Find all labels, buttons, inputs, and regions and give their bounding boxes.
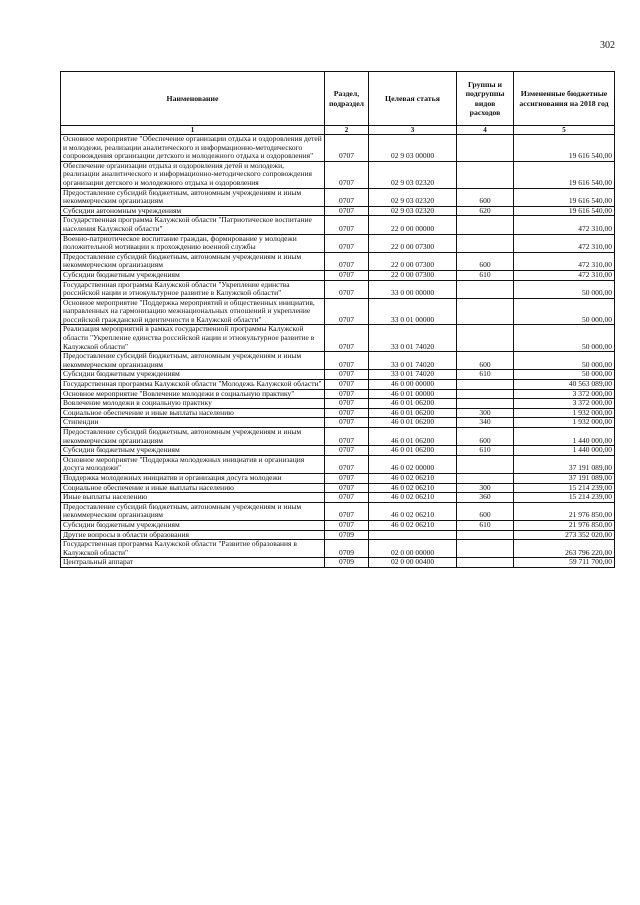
cell-name: Предоставление субсидий бюджетным, автономным учреждениям и иным некоммерческим организациям — [61, 188, 325, 206]
cell-target: 33 0 01 74020 — [369, 370, 457, 380]
table-row — [61, 188, 615, 206]
cell-target: 33 0 01 74020 — [369, 352, 457, 370]
cell-amount: 1 932 000,00 — [514, 408, 615, 418]
cell-amount: 472 310,00 — [514, 270, 615, 280]
cell-target: 46 0 02 06210 — [369, 520, 457, 530]
cell-name: Основное мероприятие "Вовлечение молодежи в социальную практику" — [61, 389, 325, 399]
table-row — [61, 473, 615, 483]
cell-section: 0707 — [325, 389, 369, 399]
cell-amount: 40 563 089,00 — [514, 380, 615, 390]
cell-target: 46 0 00 00000 — [369, 380, 457, 390]
cell-section: 0707 — [325, 188, 369, 206]
cell-section: 0707 — [325, 502, 369, 520]
column-number: 4 — [457, 126, 514, 135]
table-row — [61, 502, 615, 520]
cell-name: Стипендии — [61, 418, 325, 428]
cell-name: Предоставление субсидий бюджетным, автономным учреждениям и иным некоммерческим организациям — [61, 428, 325, 446]
cell-target: 02 9 03 02320 — [369, 188, 457, 206]
table-row — [61, 408, 615, 418]
cell-name: Субсидии бюджетным учреждениям — [61, 270, 325, 280]
cell-target: 46 0 02 06210 — [369, 502, 457, 520]
cell-amount: 1 440 000,00 — [514, 446, 615, 456]
table-header-row — [61, 72, 615, 126]
cell-group: 600 — [457, 188, 514, 206]
cell-amount: 472 310,00 — [514, 234, 615, 252]
cell-amount: 1 932 000,00 — [514, 418, 615, 428]
cell-amount: 15 214 239,00 — [514, 493, 615, 503]
budget-table — [60, 71, 615, 568]
cell-amount: 50 000,00 — [514, 298, 615, 325]
cell-group — [457, 325, 514, 352]
cell-amount: 1 440 000,00 — [514, 428, 615, 446]
cell-amount: 37 191 089,00 — [514, 473, 615, 483]
cell-amount: 472 310,00 — [514, 252, 615, 270]
cell-target: 46 0 01 00000 — [369, 389, 457, 399]
table-row — [61, 325, 615, 352]
cell-section: 0707 — [325, 216, 369, 234]
cell-amount: 50 000,00 — [514, 370, 615, 380]
cell-amount: 19 616 540,00 — [514, 161, 615, 188]
cell-amount: 472 310,00 — [514, 216, 615, 234]
header-target: Целевая статья — [369, 72, 457, 126]
cell-group: 610 — [457, 370, 514, 380]
table-row — [61, 389, 615, 399]
cell-name: Поддержка молодежных инициатив и организация досуга молодежи — [61, 473, 325, 483]
cell-name: Субсидии бюджетным учреждениям — [61, 446, 325, 456]
cell-target: 02 0 00 00400 — [369, 558, 457, 568]
cell-group — [457, 389, 514, 399]
cell-target: 46 0 02 06210 — [369, 483, 457, 493]
cell-group: 620 — [457, 206, 514, 216]
table-row — [61, 216, 615, 234]
table-row — [61, 483, 615, 493]
table-row — [61, 234, 615, 252]
cell-group — [457, 216, 514, 234]
column-number: 2 — [325, 126, 369, 135]
cell-target: 22 0 00 07300 — [369, 270, 457, 280]
header-amount: Измененные бюджетные ассигнования на 2018 год — [514, 72, 615, 126]
cell-section: 0707 — [325, 352, 369, 370]
cell-section: 0707 — [325, 446, 369, 456]
cell-section: 0707 — [325, 325, 369, 352]
cell-group — [457, 298, 514, 325]
cell-section: 0707 — [325, 428, 369, 446]
cell-section: 0707 — [325, 270, 369, 280]
cell-section: 0707 — [325, 408, 369, 418]
cell-section: 0707 — [325, 206, 369, 216]
table-row — [61, 352, 615, 370]
cell-name: Основное мероприятие "Поддержка молодежных инициатив и организация досуга молодежи" — [61, 455, 325, 473]
cell-name: Предоставление субсидий бюджетным, автономным учреждениям и иным некоммерческим организациям — [61, 252, 325, 270]
cell-section: 0707 — [325, 520, 369, 530]
cell-name: Основное мероприятие "Обеспечение организации отдыха и оздоровления детей и молодежи, реализации аналитического и информационно-методического сопровождения организации детского и молодежного отдыха и оздоровления" — [61, 135, 325, 162]
cell-target: 02 9 03 00000 — [369, 135, 457, 162]
cell-name: Государственная программа Калужской области "Патриотическое воспитание населения Калужской области" — [61, 216, 325, 234]
cell-section: 0707 — [325, 418, 369, 428]
cell-name: Реализация мероприятий в рамках государственной программы Калужской области "Укрепление единства российской нации и этнокультурное развитие в Калужской области" — [61, 325, 325, 352]
cell-section: 0707 — [325, 370, 369, 380]
cell-amount: 37 191 089,00 — [514, 455, 615, 473]
cell-group — [457, 280, 514, 298]
cell-name: Государственная программа Калужской области "Укрепление единства российской нации и этнокультурное развитие в Калужской области" — [61, 280, 325, 298]
cell-section: 0709 — [325, 540, 369, 558]
cell-group: 300 — [457, 408, 514, 418]
cell-section: 0707 — [325, 483, 369, 493]
cell-target: 33 0 01 74020 — [369, 325, 457, 352]
cell-target: 33 0 00 00000 — [369, 280, 457, 298]
cell-group: 610 — [457, 520, 514, 530]
cell-target: 46 0 02 06210 — [369, 493, 457, 503]
column-number: 3 — [369, 126, 457, 135]
header-groups: Группы и подгруппы видов расходов — [457, 72, 514, 126]
cell-group — [457, 530, 514, 540]
cell-section: 0707 — [325, 473, 369, 483]
cell-amount: 19 616 540,00 — [514, 206, 615, 216]
cell-target: 46 0 01 06200 — [369, 446, 457, 456]
cell-target: 33 0 01 00000 — [369, 298, 457, 325]
column-number: 5 — [514, 126, 615, 135]
table-row — [61, 270, 615, 280]
cell-name: Субсидии бюджетным учреждениям — [61, 370, 325, 380]
cell-amount: 263 796 220,00 — [514, 540, 615, 558]
table-row — [61, 428, 615, 446]
cell-target: 46 0 02 06210 — [369, 473, 457, 483]
cell-group: 600 — [457, 352, 514, 370]
column-number-row — [61, 126, 615, 135]
cell-amount: 50 000,00 — [514, 325, 615, 352]
cell-group: 300 — [457, 483, 514, 493]
table-row — [61, 280, 615, 298]
cell-name: Вовлечение молодежи в социальную практику — [61, 399, 325, 409]
cell-name: Другие вопросы в области образования — [61, 530, 325, 540]
cell-section: 0707 — [325, 399, 369, 409]
page-number: 302 — [600, 40, 615, 51]
cell-group — [457, 161, 514, 188]
cell-amount: 19 616 540,00 — [514, 188, 615, 206]
table-row — [61, 399, 615, 409]
table-row — [61, 161, 615, 188]
table-row — [61, 370, 615, 380]
cell-name: Социальное обеспечение и иные выплаты населению — [61, 408, 325, 418]
cell-section: 0707 — [325, 493, 369, 503]
table-row — [61, 558, 615, 568]
cell-name: Субсидии бюджетным учреждениям — [61, 520, 325, 530]
cell-name: Военно-патриотическое воспитание граждан, формирование у молодежи положительной мотивации к прохождению военной службы — [61, 234, 325, 252]
cell-group: 600 — [457, 252, 514, 270]
table-row — [61, 455, 615, 473]
cell-target: 46 0 01 06200 — [369, 418, 457, 428]
cell-section: 0707 — [325, 380, 369, 390]
cell-target: 46 0 02 00000 — [369, 455, 457, 473]
cell-target: 46 0 01 06200 — [369, 428, 457, 446]
cell-group — [457, 558, 514, 568]
cell-section: 0709 — [325, 558, 369, 568]
table-row — [61, 446, 615, 456]
column-number: 1 — [61, 126, 325, 135]
cell-target: 22 0 00 07300 — [369, 234, 457, 252]
table-row — [61, 135, 615, 162]
table-row — [61, 418, 615, 428]
header-section: Раздел, подраздел — [325, 72, 369, 126]
cell-group — [457, 234, 514, 252]
cell-amount: 59 711 700,00 — [514, 558, 615, 568]
cell-amount: 50 000,00 — [514, 280, 615, 298]
cell-amount: 21 976 850,00 — [514, 502, 615, 520]
cell-group — [457, 380, 514, 390]
cell-target: 22 0 00 07300 — [369, 252, 457, 270]
cell-name: Социальное обеспечение и иные выплаты населению — [61, 483, 325, 493]
cell-group: 610 — [457, 270, 514, 280]
cell-name: Государственная программа Калужской области "Молодежь Калужской области" — [61, 380, 325, 390]
cell-section: 0707 — [325, 298, 369, 325]
table-row — [61, 520, 615, 530]
cell-target — [369, 530, 457, 540]
table-row — [61, 206, 615, 216]
cell-name: Предоставление субсидий бюджетным, автономным учреждениям и иным некоммерческим организациям — [61, 352, 325, 370]
cell-target: 02 9 03 02320 — [369, 161, 457, 188]
cell-amount: 50 000,00 — [514, 352, 615, 370]
cell-amount: 21 976 850,00 — [514, 520, 615, 530]
cell-amount: 273 352 020,00 — [514, 530, 615, 540]
cell-name: Основное мероприятие "Поддержка мероприятий и общественных инициатив, направленных на гармонизацию межнациональных отношений и укрепление российской гражданской идентичности в Калужской области" — [61, 298, 325, 325]
cell-section: 0707 — [325, 280, 369, 298]
cell-group: 360 — [457, 493, 514, 503]
table-row — [61, 540, 615, 558]
cell-target: 02 0 00 00000 — [369, 540, 457, 558]
cell-amount: 3 372 000,00 — [514, 389, 615, 399]
cell-name: Государственная программа Калужской области "Развитие образования в Калужской области" — [61, 540, 325, 558]
cell-name: Иные выплаты населению — [61, 493, 325, 503]
cell-section: 0707 — [325, 455, 369, 473]
table-row — [61, 493, 615, 503]
table-row — [61, 530, 615, 540]
table-row — [61, 252, 615, 270]
cell-name: Обеспечение организации отдыха и оздоровления детей и молодежи, реализации аналитического и информационно-методического сопровождения организации детского и молодежного отдыха и оздоровления — [61, 161, 325, 188]
cell-target: 46 0 01 06200 — [369, 408, 457, 418]
cell-group: 600 — [457, 428, 514, 446]
cell-name: Субсидии автономным учреждениям — [61, 206, 325, 216]
cell-group: 340 — [457, 418, 514, 428]
cell-group — [457, 455, 514, 473]
cell-target: 46 0 01 06200 — [369, 399, 457, 409]
cell-section: 0709 — [325, 530, 369, 540]
cell-name: Центральный аппарат — [61, 558, 325, 568]
cell-amount: 15 214 239,00 — [514, 483, 615, 493]
cell-group — [457, 540, 514, 558]
cell-group — [457, 473, 514, 483]
cell-section: 0707 — [325, 135, 369, 162]
cell-amount: 3 372 000,00 — [514, 399, 615, 409]
table-row — [61, 298, 615, 325]
header-name: Наименование — [61, 72, 325, 126]
cell-target: 22 0 00 00000 — [369, 216, 457, 234]
table-row — [61, 380, 615, 390]
cell-target: 02 9 03 02320 — [369, 206, 457, 216]
cell-section: 0707 — [325, 161, 369, 188]
cell-section: 0707 — [325, 234, 369, 252]
cell-group — [457, 135, 514, 162]
cell-amount: 19 616 540,00 — [514, 135, 615, 162]
cell-name: Предоставление субсидий бюджетным, автономным учреждениям и иным некоммерческим организациям — [61, 502, 325, 520]
cell-group: 610 — [457, 446, 514, 456]
cell-group — [457, 399, 514, 409]
cell-section: 0707 — [325, 252, 369, 270]
cell-group: 600 — [457, 502, 514, 520]
